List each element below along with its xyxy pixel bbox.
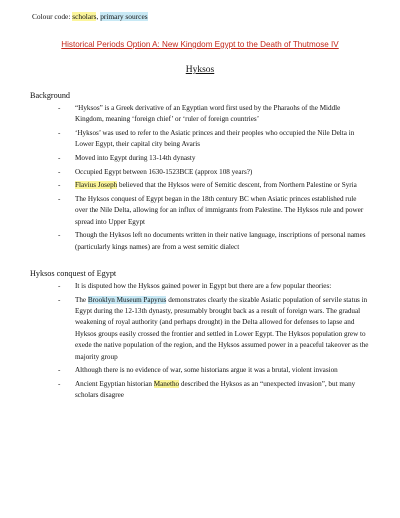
primary-source-highlight: Brooklyn Museum Papyrus xyxy=(87,295,167,304)
bullet-text: Moved into Egypt during 13-14th dynasty xyxy=(75,154,196,162)
list-item xyxy=(30,180,370,191)
bullet-dash: - xyxy=(58,154,61,162)
background-list xyxy=(30,103,370,253)
bullet-dash: - xyxy=(58,167,61,176)
legend-separator: , xyxy=(96,12,99,21)
list-item xyxy=(30,153,370,164)
bullet-text: demonstrates clearly the sizable Asiatic population of servile status in Egypt during the 12-13th dynasty, presumably brought back as a result of foreign wars. The gradual weakening of royal authority (and perhaps drought) in the Delta allowed for defenses to lapse and Hyksos groups easily crossed the frontier and settled in Lower Egypt. The Hyksos population grew to exede the native population of the region, and the Hyksos assumed power in a peaceful takeover as the majority group xyxy=(75,295,369,361)
bullet-text: believed that the Hyksos were of Semitic descent, from Northern Palestine or Syria xyxy=(117,181,357,190)
bullet-dash: - xyxy=(58,366,61,375)
colour-code-legend xyxy=(32,12,370,22)
document-title: Historical Periods Option A: New Kingdom Egypt to the Death of Thutmose IV xyxy=(61,40,339,49)
bullet-text: Though the Hyksos left no documents written in their native language, inscriptions of personal names (particularly kings names) are from a west semitic dialect xyxy=(75,231,366,251)
list-item xyxy=(30,167,370,178)
bullet-text: Occupied Egypt between 1630-1523BCE (approx 108 years?) xyxy=(75,167,253,176)
bullet-text: Although there is no evidence of war, some historians argue it was a brutal, violent invasion xyxy=(75,366,338,375)
bullet-text: described the Hyksos as an “unexpected invasion”, but many scholars disagree xyxy=(75,379,356,400)
scholar-highlight: Flavius Joseph xyxy=(75,181,118,190)
list-item xyxy=(30,194,370,228)
bullet-dash: - xyxy=(58,379,61,388)
list-item xyxy=(30,103,370,126)
list-item xyxy=(30,128,370,151)
bullet-dash: - xyxy=(58,129,61,137)
list-item xyxy=(30,281,370,292)
bullet-text: It is disputed how the Hyksos gained power in Egypt but there are a few popular theories: xyxy=(75,282,332,290)
bullet-dash: - xyxy=(58,181,61,190)
list-item xyxy=(30,379,370,402)
list-item xyxy=(30,365,370,376)
list-item xyxy=(30,295,370,363)
bullet-text: The Hyksos conquest of Egypt began in the 18th century BC when Asiatic princes established rule over the Nile Delta, allowing for an influx of immigrants from Palestine. The Hyksos rule and power spread into Upper Egypt xyxy=(75,194,364,226)
bullet-text: “Hyksos” is a Greek derivative of an Egyptian word first used by the Pharaohs of the Middle Kingdom, meaning ‘foreign chief’ or ‘ruler of foreign countries’ xyxy=(75,104,341,124)
bullet-text: ‘Hyksos’ was used to refer to the Asiatic princes and their peoples who occupied the Nile Delta in Lower Egypt, their capital city being Avaris xyxy=(75,129,355,149)
conquest-list xyxy=(30,281,370,402)
bullet-dash: - xyxy=(58,295,61,304)
bullet-text: The xyxy=(75,295,88,304)
bullet-text: Ancient Egyptian historian xyxy=(75,379,154,388)
section-title-background: Background xyxy=(30,91,71,100)
bullet-dash: - xyxy=(58,104,61,112)
bullet-dash: - xyxy=(58,231,61,240)
colour-code-label: Colour code: xyxy=(32,12,71,21)
scholar-highlight: Manetho xyxy=(153,379,180,388)
scholars-legend: scholars xyxy=(72,12,97,21)
section-title-conquest: Hyksos conquest of Egypt xyxy=(30,269,117,278)
bullet-dash: - xyxy=(58,194,61,203)
primary-sources-legend: primary sources xyxy=(100,12,148,21)
list-item xyxy=(30,230,370,253)
page-heading: Hyksos xyxy=(185,65,215,75)
bullet-dash: - xyxy=(58,282,61,290)
